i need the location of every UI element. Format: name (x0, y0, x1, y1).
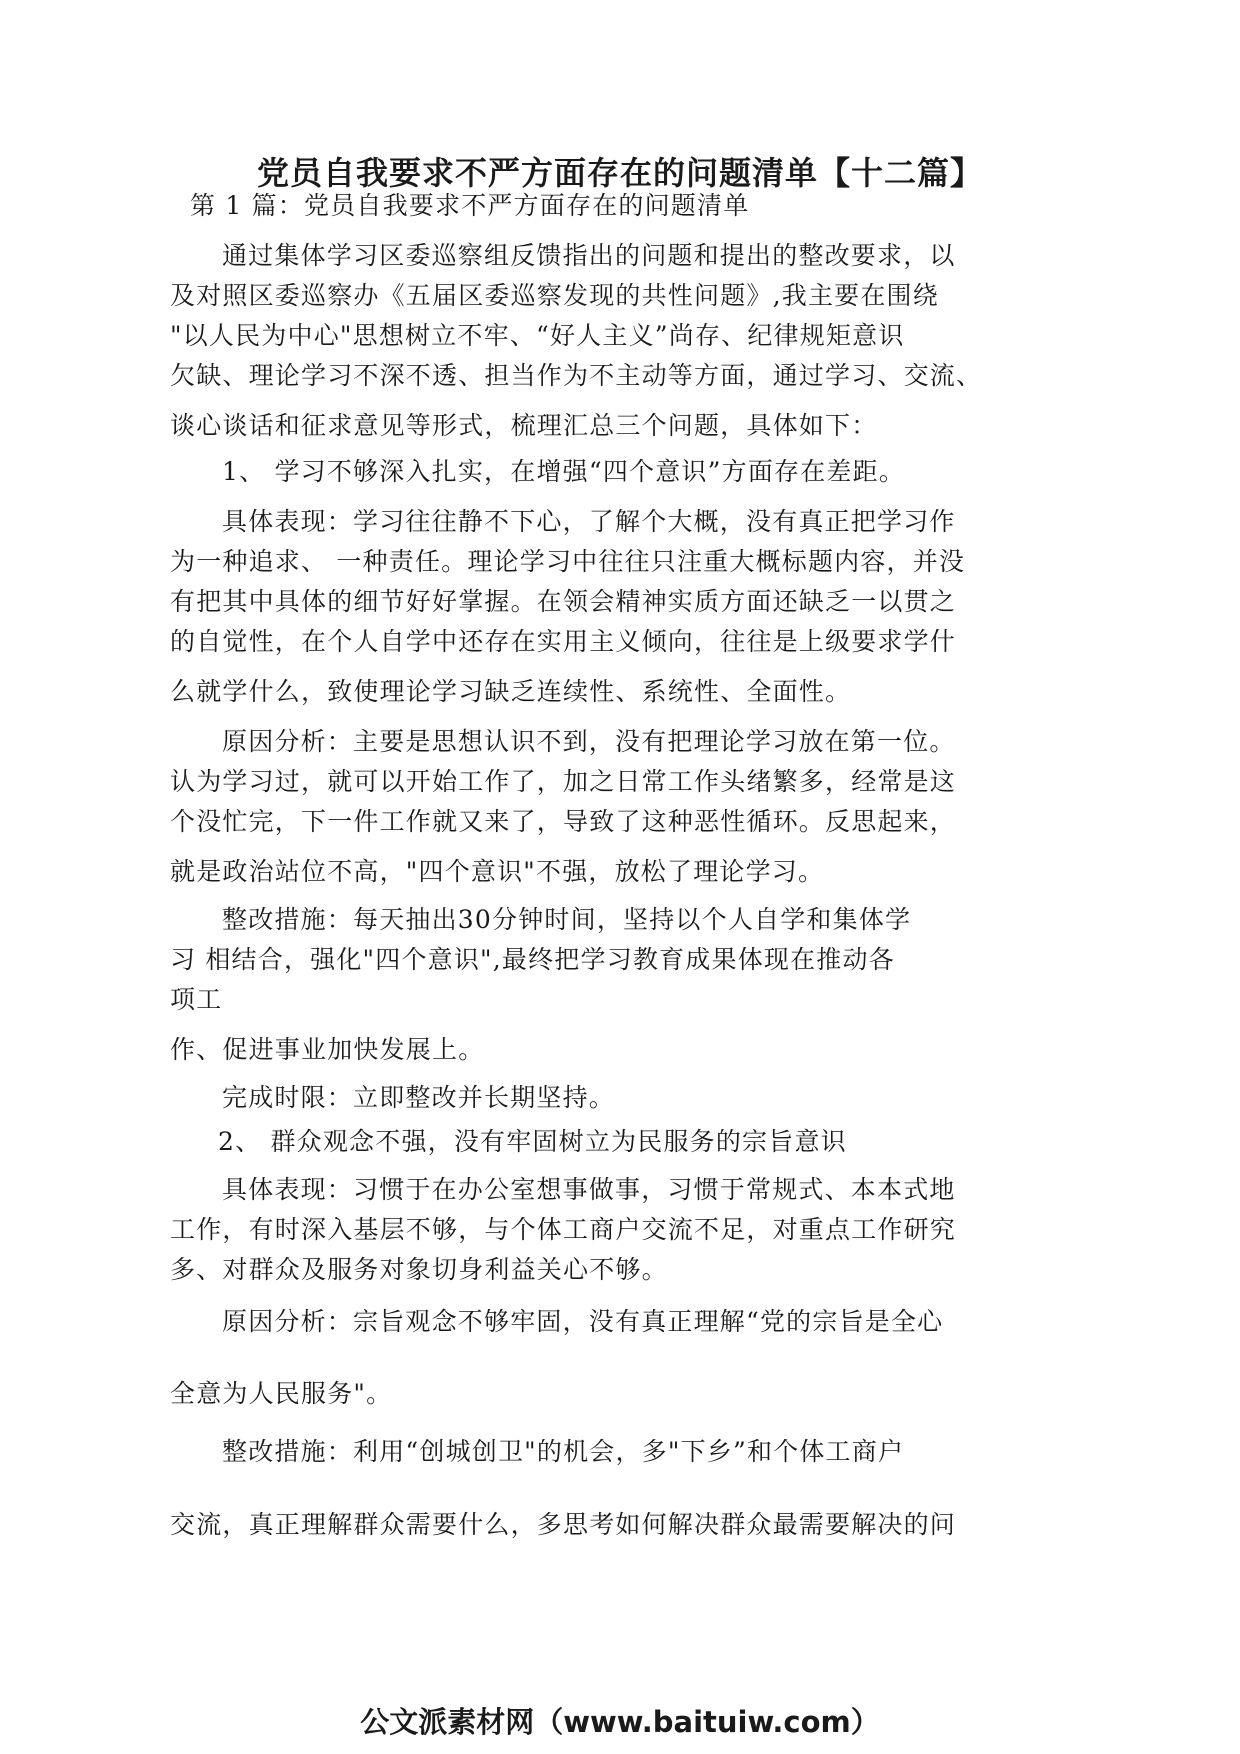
paragraph-line: 个没忙完，下一件工作就又来了，导致了这种恶性循环。反思起来， (170, 807, 957, 836)
paragraph-line: 习 相结合，强化"四个意识",最终把学习教育成果体现在推动各 (170, 945, 895, 974)
paragraph-line: 为一种追求、 一种责任。理论学习中往往只注重大概标题内容，并没 (170, 547, 966, 576)
paragraph-line: 谈心谈话和征求意见等形式，梳理汇总三个问题，具体如下： (170, 411, 878, 440)
paragraph-line: 就是政治站位不高，"四个意识"不强，放松了理论学习。 (170, 857, 825, 886)
paragraph-line: 整改措施：利用“创城创卫"的机会，多"下乡”和个体工商户 (222, 1437, 905, 1466)
section-heading: 第 1 篇：党员自我要求不严方面存在的问题清单 (190, 191, 750, 220)
paragraph-line: 作、促进事业加快发展上。 (170, 1035, 485, 1064)
paragraph-line: 全意为人民服务"。 (170, 1379, 393, 1408)
paragraph-line: 及对照区委巡察办《五届区委巡察发现的共性问题》,我主要在围绕 (170, 281, 939, 310)
document-title: 党员自我要求不严方面存在的问题清单【十二篇】 (256, 154, 983, 192)
footer-watermark: 公文派素材网（www.baituiw.com） (360, 1705, 880, 1739)
paragraph-line: 么就学什么，致使理论学习缺乏连续性、系统性、全面性。 (170, 677, 852, 706)
paragraph-line: 有把其中具体的细节好好掌握。在领会精神实质方面还缺乏一以贯之 (170, 587, 957, 616)
paragraph-line: 认为学习过，就可以开始工作了，加之日常工作头绪繁多，经常是这 (170, 767, 957, 796)
item-heading: 1、 学习不够深入扎实，在增强“四个意识”方面存在差距。 (222, 457, 906, 486)
item-heading: 2、 群众观念不强，没有牢固树立为民服务的宗旨意识 (218, 1127, 847, 1156)
paragraph-line: 通过集体学习区委巡察组反馈指出的问题和提出的整改要求，以 (222, 241, 956, 270)
paragraph-line: 工作，有时深入基层不够，与个体工商户交流不足，对重点工作研究 (170, 1215, 957, 1244)
paragraph-line: 原因分析：宗旨观念不够牢固，没有真正理解“党的宗旨是全心 (222, 1307, 944, 1336)
paragraph-line: 具体表现：学习往往静不下心，了解个大概，没有真正把学习作 (222, 507, 956, 536)
paragraph-line: 项工 (170, 985, 223, 1014)
paragraph-line: 整改措施：每天抽出30分钟时间，坚持以个人自学和集体学 (222, 905, 912, 934)
paragraph-line: 原因分析：主要是思想认识不到，没有把理论学习放在第一位。 (222, 727, 956, 756)
paragraph-line: 欠缺、理论学习不深不透、担当作为不主动等方面，通过学习、交流、 (170, 361, 983, 390)
paragraph-line: 完成时限：立即整改并长期坚持。 (222, 1083, 616, 1112)
paragraph-line: 的自觉性，在个人自学中还存在实用主义倾向，往往是上级要求学什 (170, 627, 957, 656)
paragraph-line: 多、对群众及服务对象切身利益关心不够。 (170, 1255, 668, 1284)
paragraph-line: "以人民为中心"思想树立不牢、“好人主义”尚存、纪律规矩意识 (170, 321, 905, 350)
paragraph-line: 具体表现：习惯于在办公室想事做事，习惯于常规式、本本式地 (222, 1175, 956, 1204)
paragraph-line: 交流，真正理解群众需要什么，多思考如何解决群众最需要解决的问 (170, 1510, 957, 1539)
